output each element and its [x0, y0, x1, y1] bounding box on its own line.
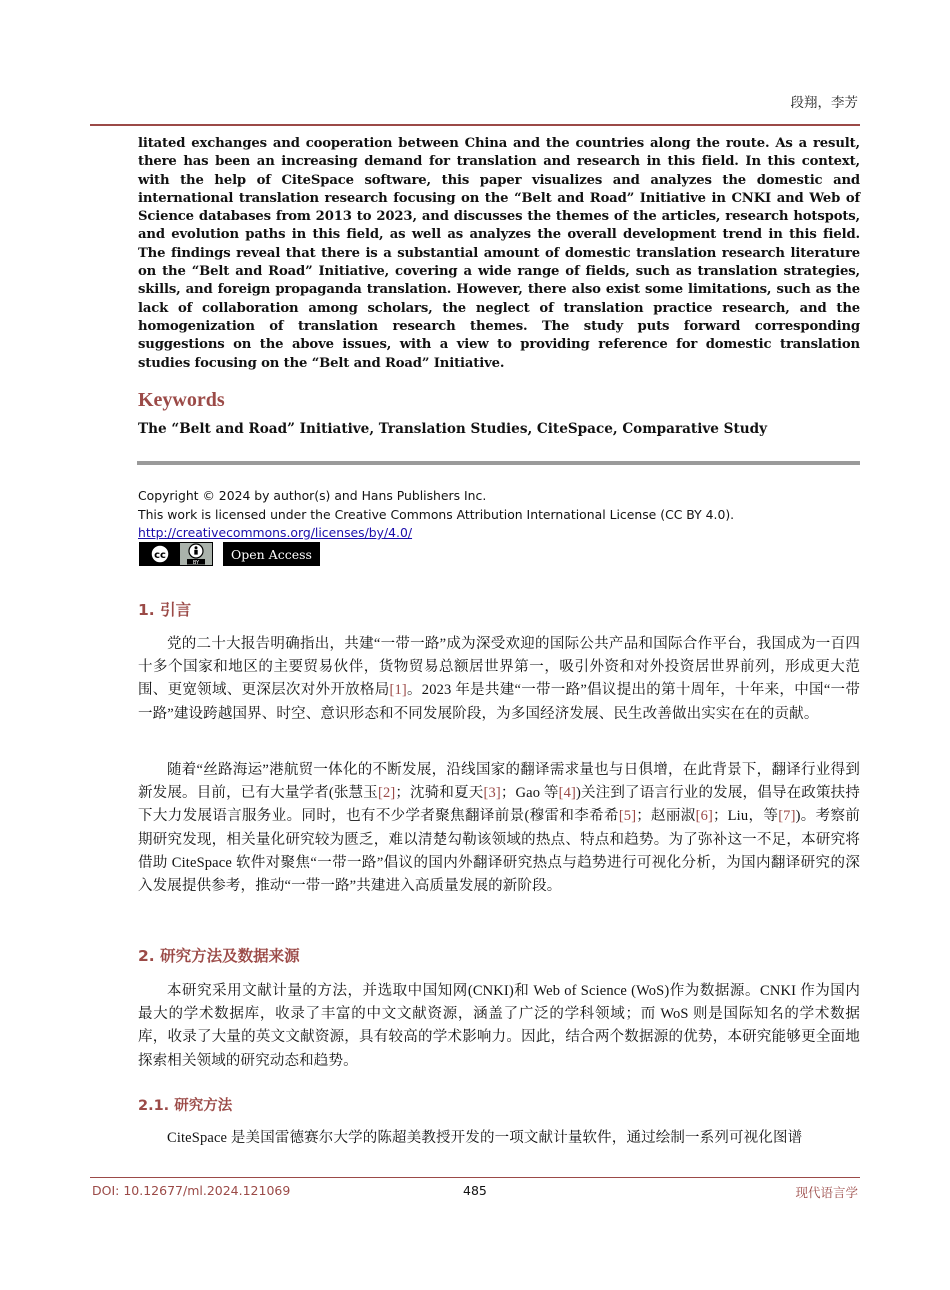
citation-6[interactable]: [6] — [695, 808, 714, 825]
header-rule — [90, 124, 860, 126]
cc-icon — [140, 543, 180, 565]
footer-doi[interactable]: DOI: 10.12677/ml.2024.121069 — [92, 1183, 291, 1198]
cc-by-badge[interactable] — [139, 542, 213, 566]
running-head-authors: 段翔，李芳 — [790, 95, 858, 110]
section-1-paragraph-1: 党的二十大报告明确指出，共建“一带一路”成为深受欢迎的国际公共产品和国际合作平台，我国成为一百四十多个国家和地区的主要贸易伙伴，货物贸易总额居世界第一，吸引外资和对外投资居世界前列，形成更大范围、更宽领域、更深层次对外开放格局[1]。2023 年是共建“一带一路”倡议提出的第十周年，十年来，中国“一带一路”建设跨越国界、时空、意识形态和不同发展阶段，为多国经济发展、民生改善做出实实在在的贡献。 — [138, 636, 860, 722]
license-link[interactable]: http://creativecommons.org/licenses/by/4.0/ — [138, 525, 413, 540]
section-2-heading: 2. 研究方法及数据来源 — [138, 947, 300, 965]
by-badge-text: BY — [192, 559, 200, 565]
license-badges — [139, 542, 320, 566]
abstract-text: litated exchanges and cooperation between China and the countries along the route. As a result, there has been an increasing demand for translation and research in this field. In this context, with the help of CiteSpace software, this paper visualizes and analyzes the domestic and international translation research focusing on the “Belt and Road” Initiative in CNKI and Web of Science databases from 2013 to 2023, and discusses the themes of the articles, research hotspots, and evolution paths in this field, as well as analyzes the overall development trend in this field. The findings reveal that there is a substantial amount of domestic translation research literature on the “Belt and Road” Initiative, covering a wide range of fields, such as translation strategies, skills, and foreign propaganda translation. However, there also exist some limitations, such as the lack of collaboration among scholars, the neglect of translation practice research, and the homogenization of translation research themes. The study puts forward corresponding suggestions on the above issues, with a view to providing reference for domestic translation studies focusing on the “Belt and Road” Initiative. — [138, 136, 860, 371]
section-1-paragraph-2: 随着“丝路海运”港航贸一体化的不断发展，沿线国家的翻译需求量也与日俱增，在此背景下，翻译行业得到新发展。目前，已有大量学者(张慧玉[2]；沈骑和夏天[3]；Gao 等[4])关注到了语言行业的发展，倡导在政策扶持下大力发展语言服务业。同时，也有不少学者聚焦翻译前景(穆雷和李希希[5]；赵丽淑[6]；Liu，等[7])。考察前期研究发现，相关量化研究较为匮乏，难以清楚勾勒该领域的热点、特点和趋势。为了弥补这一不足，本研究将借助 CiteSpace 软件对聚焦“一带一路”倡议的国内外翻译研究热点与趋势进行可视化分析，为国内翻译研究的深入发展提供参考，推动“一带一路”共建进入高质量发展的新阶段。 — [138, 762, 860, 895]
section-2-paragraph-1: 本研究采用文献计量的方法，并选取中国知网(CNKI)和 Web of Science (WoS)作为数据源。CNKI 作为国内最大的学术数据库，收录了丰富的中文文献资源，涵盖了广泛的学科领域；而 WoS 则是国际知名的学术数据库，收录了大量的英文文献资源，具有较高的学术影响力。因此，结合两个数据源的优势，本研究能够更全面地探索相关领域的研究动态和趋势。 — [138, 983, 860, 1069]
section-1-heading: 1. 引言 — [138, 601, 192, 619]
citation-5[interactable]: [5] — [618, 808, 637, 825]
license-line: This work is licensed under the Creative Commons Attribution International License (CC BY 4.0). — [138, 506, 735, 522]
footer-journal-name: 现代语言学 — [795, 1185, 858, 1200]
copyright-block — [138, 487, 860, 543]
cc-badge-text: cc — [154, 550, 166, 561]
citation-1[interactable]: [1] — [389, 682, 407, 699]
copyright-line: Copyright © 2024 by author(s) and Hans Publishers Inc. — [138, 488, 487, 503]
footer-page-number: 485 — [463, 1183, 487, 1198]
open-access-badge[interactable]: Open Access — [223, 542, 320, 566]
citation-7[interactable]: [7] — [778, 808, 796, 825]
section-2-1-heading: 2.1. 研究方法 — [138, 1098, 233, 1114]
keywords-list: The “Belt and Road” Initiative, Translation Studies, CiteSpace, Comparative Study — [138, 421, 768, 437]
section-2-1-paragraph-1: CiteSpace 是美国雷德赛尔大学的陈超美教授开发的一项文献计量软件，通过绘制一系列可视化图谱 — [167, 1130, 803, 1146]
footer-rule — [90, 1177, 860, 1178]
by-icon — [180, 543, 212, 565]
keywords-heading: Keywords — [138, 389, 225, 411]
keywords-rule — [137, 461, 860, 465]
citation-3[interactable]: [3] — [483, 785, 501, 802]
citation-2[interactable]: [2] — [378, 785, 396, 802]
citation-4[interactable]: [4] — [558, 785, 576, 802]
